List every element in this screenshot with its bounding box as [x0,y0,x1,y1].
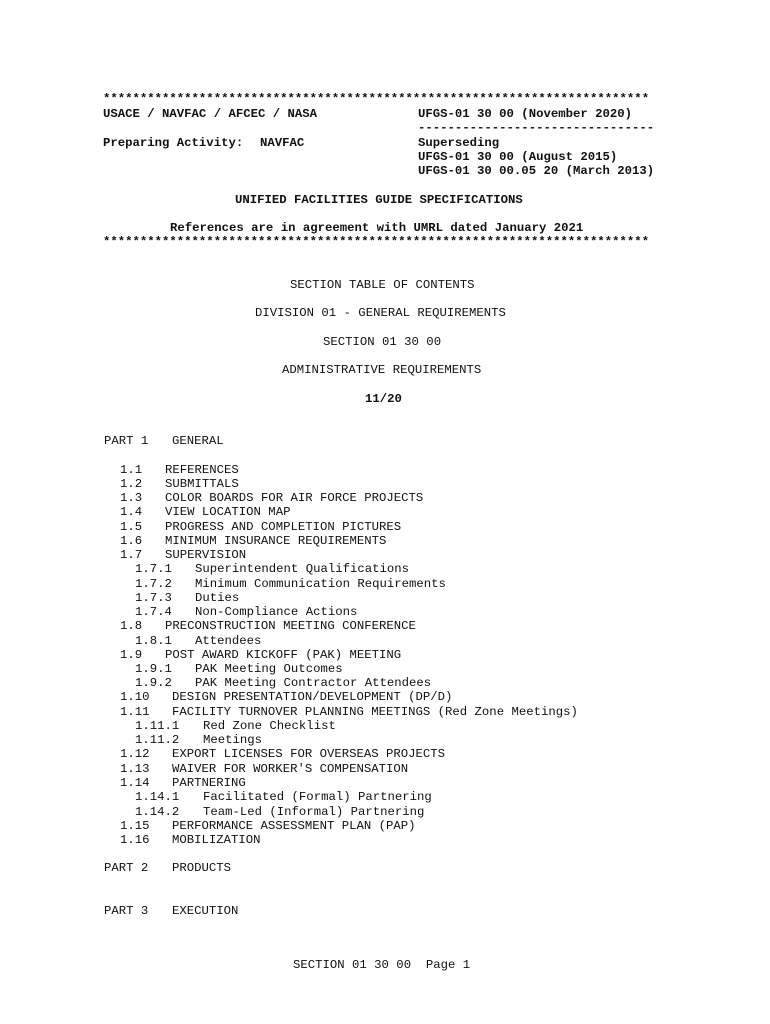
toc-entry-title: MOBILIZATION [172,833,261,847]
toc-entry-title: Non-Compliance Actions [195,605,358,619]
page-footer: SECTION 01 30 00 Page 1 [293,958,471,972]
toc-entry-title: POST AWARD KICKOFF (PAK) MEETING [165,648,402,662]
toc-entry-number: 1.11.1 [135,719,180,733]
star-rule-bottom: ************************************************************************** [103,235,650,249]
toc-entry-number: 1.7.2 [135,577,172,591]
toc-entry-number: 1.11.2 [135,733,180,747]
toc-entry-number: 1.2 [120,477,143,491]
toc-entry-title: PAK Meeting Outcomes [195,662,343,676]
toc-entry-number: 1.15 [120,819,150,833]
toc-entry-title: COLOR BOARDS FOR AIR FORCE PROJECTS [165,491,424,505]
spec-id: UFGS-01 30 00 (November 2020) [418,107,633,121]
toc-entry-number: 1.10 [120,690,150,704]
toc-entry-title: Superintendent Qualifications [195,562,410,576]
part-3-number: PART 3 [104,904,149,918]
toc-entry-number: 1.4 [120,505,143,519]
toc-entry-title: Meetings [203,733,263,747]
toc-entry-number: 1.5 [120,520,143,534]
toc-entry-title: MINIMUM INSURANCE REQUIREMENTS [165,534,387,548]
part-3-title: EXECUTION [172,904,239,918]
umrl-note: References are in agreement with UMRL dated January 2021 [170,221,584,235]
section-name: ADMINISTRATIVE REQUIREMENTS [282,363,482,377]
part-2-title: PRODUCTS [172,861,232,875]
toc-entry-title: Minimum Communication Requirements [195,577,446,591]
toc-entry-title: SUPERVISION [165,548,247,562]
toc-entry-number: 1.16 [120,833,150,847]
toc-entry-title: PROGRESS AND COMPLETION PICTURES [165,520,402,534]
toc-entry-number: 1.6 [120,534,143,548]
toc-entry-title: VIEW LOCATION MAP [165,505,291,519]
toc-entry-number: 1.11 [120,705,150,719]
toc-entry-title: PRECONSTRUCTION MEETING CONFERENCE [165,619,416,633]
toc-entry-number: 1.9.1 [135,662,172,676]
toc-title: SECTION TABLE OF CONTENTS [290,278,475,292]
toc-entry-title: Red Zone Checklist [203,719,336,733]
toc-entry-title: PAK Meeting Contractor Attendees [195,676,432,690]
toc-entry-number: 1.3 [120,491,143,505]
toc-entry-number: 1.14.1 [135,790,180,804]
toc-entry-number: 1.8 [120,619,143,633]
toc-entry-title: EXPORT LICENSES FOR OVERSEAS PROJECTS [172,747,446,761]
toc-entry-title: Attendees [195,634,262,648]
toc-entry-number: 1.8.1 [135,634,172,648]
dash-rule: -------------------------------- [418,121,655,135]
toc-entry-number: 1.7 [120,548,143,562]
date-code: 11/20 [365,392,402,406]
toc-entry-title: Team-Led (Informal) Partnering [203,805,425,819]
toc-entry-title: SUBMITTALS [165,477,239,491]
part-1-number: PART 1 [104,434,149,448]
toc-entry-title: WAIVER FOR WORKER'S COMPENSATION [172,762,409,776]
part-2-number: PART 2 [104,861,149,875]
toc-entry-title: PARTNERING [172,776,246,790]
toc-entry-title: REFERENCES [165,463,239,477]
section-number: SECTION 01 30 00 [323,335,442,349]
guide-title: UNIFIED FACILITIES GUIDE SPECIFICATIONS [235,193,523,207]
toc-entry-title: Duties [195,591,240,605]
toc-entry-number: 1.9 [120,648,143,662]
superseded-spec-2: UFGS-01 30 00.05 20 (March 2013) [418,164,655,178]
star-rule-top: ************************************************************************** [103,92,650,106]
part-1-title: GENERAL [172,434,224,448]
toc-entry-number: 1.13 [120,762,150,776]
agencies-line: USACE / NAVFAC / AFCEC / NASA [103,107,318,121]
toc-entry-number: 1.1 [120,463,143,477]
toc-entry-title: PERFORMANCE ASSESSMENT PLAN (PAP) [172,819,416,833]
toc-entry-number: 1.9.2 [135,676,172,690]
toc-entry-number: 1.14.2 [135,805,180,819]
toc-entry-number: 1.7.3 [135,591,172,605]
toc-entry-number: 1.7.4 [135,605,172,619]
division-title: DIVISION 01 - GENERAL REQUIREMENTS [255,306,506,320]
preparing-activity-value: NAVFAC [260,136,305,150]
toc-entry-title: DESIGN PRESENTATION/DEVELOPMENT (DP/D) [172,690,453,704]
toc-entry-number: 1.7.1 [135,562,172,576]
superseded-spec-1: UFGS-01 30 00 (August 2015) [418,150,618,164]
toc-entry-number: 1.12 [120,747,150,761]
toc-entry-title: FACILITY TURNOVER PLANNING MEETINGS (Red Zone Meetings) [172,705,578,719]
superseding-label: Superseding [418,136,500,150]
preparing-activity-label: Preparing Activity: [103,136,244,150]
toc-entry-title: Facilitated (Formal) Partnering [203,790,432,804]
toc-entry-number: 1.14 [120,776,150,790]
